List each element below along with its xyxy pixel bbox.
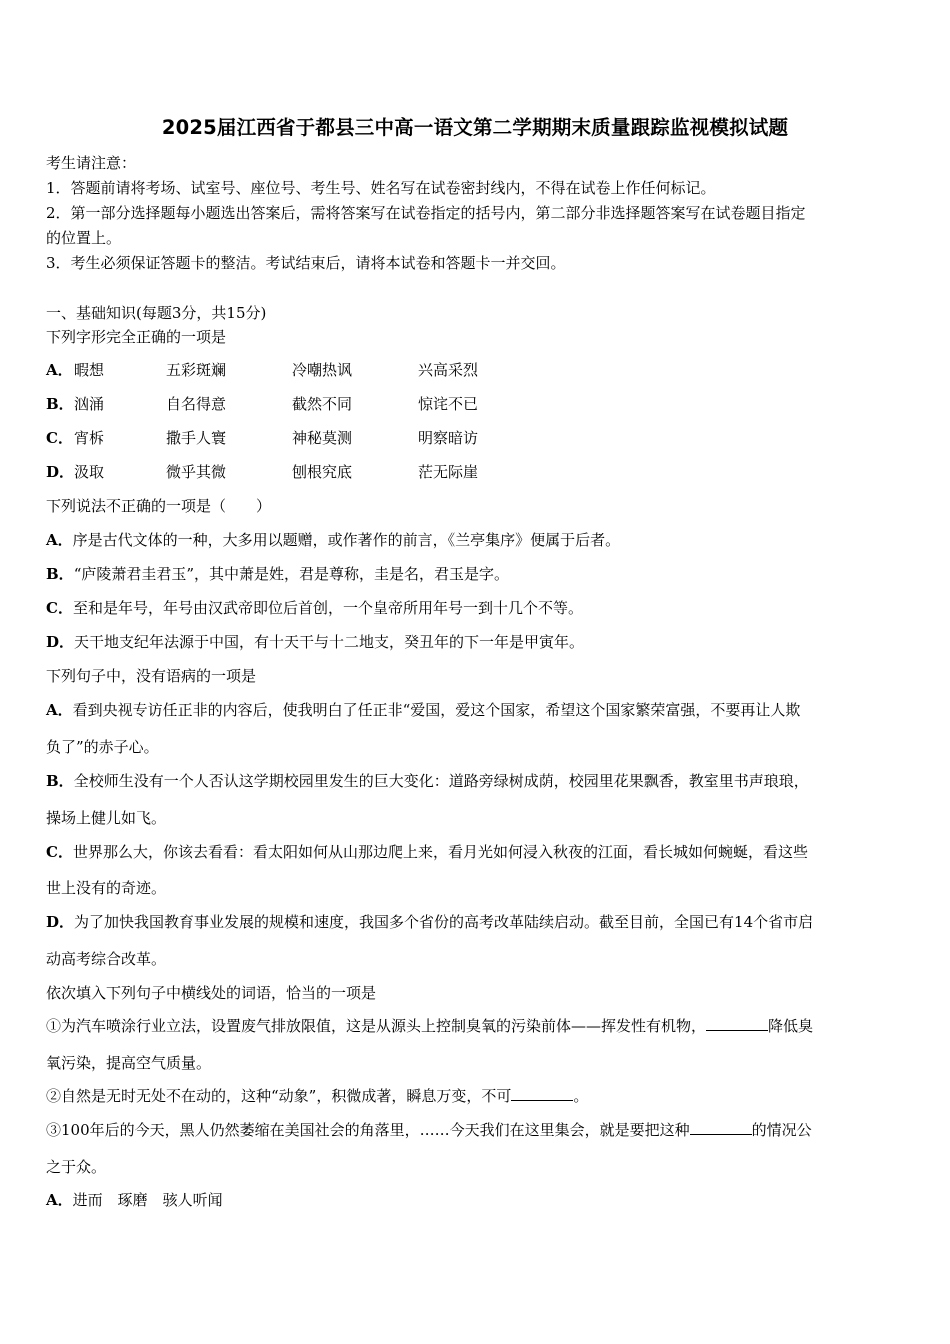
- option-word: 神秘莫测: [292, 429, 353, 447]
- option-word: 暇想: [74, 361, 105, 379]
- question-3-option-a-cont: 负了”的赤子心。: [46, 738, 159, 756]
- option-word: 刨根究底: [292, 463, 353, 481]
- notice-item-1: 1．答题前请将考场、试室号、座位号、考生号、姓名写在试卷密封线内，不得在试卷上作任何标记。: [46, 179, 716, 197]
- option-word: 截然不同: [292, 395, 353, 413]
- option-letter: A．: [46, 531, 73, 549]
- question-2-stem: 下列说法不正确的一项是（ ）: [46, 497, 272, 515]
- option-word: 微乎其微: [166, 463, 227, 481]
- option-word: 汹涌: [74, 395, 105, 413]
- question-4-sentence-3: [46, 1120, 906, 1140]
- option-letter: C．: [46, 599, 73, 617]
- option-word: 惊诧不已: [418, 395, 479, 413]
- notice-item-2-cont: 的位置上。: [46, 229, 122, 247]
- fill-blank: [706, 1016, 768, 1031]
- option-letter: D．: [46, 463, 75, 481]
- question-2-option-a: [46, 530, 906, 550]
- fill-blank: [511, 1086, 573, 1101]
- option-text: 为了加快我国教育事业发展的规模和速度，我国多个省份的高考改革陆续启动。截至目前，全国已有14个省市启: [74, 913, 814, 931]
- option-letter: B．: [46, 772, 74, 790]
- question-3-option-a: [46, 700, 906, 720]
- option-word: 撒手人寰: [166, 429, 227, 447]
- option-text: 天干地支纪年法源于中国，有十天干与十二地支，癸丑年的下一年是甲寅年。: [74, 633, 585, 651]
- option-letter: A．: [46, 1191, 73, 1209]
- question-4-sentence-2: [46, 1086, 906, 1106]
- option-text: 序是古代文体的一种，大多用以题赠，或作著作的前言，《兰亭集序》便属于后者。: [72, 531, 621, 549]
- question-2-option-d: [46, 632, 906, 652]
- question-3-option-b-cont: 操场上健儿如飞。: [46, 809, 167, 827]
- option-text: 至和是年号，年号由汉武帝即位后首创，一个皇帝所用年号一到十几个不等。: [72, 599, 583, 617]
- question-3-option-d-cont: 动高考综合改革。: [46, 950, 167, 968]
- sentence-text: 。: [573, 1087, 589, 1105]
- question-2-option-c: [46, 598, 906, 618]
- question-3-option-c-cont: 世上没有的奇迹。: [46, 879, 167, 897]
- question-3-option-c: [46, 842, 906, 862]
- option-word: 宵柝: [74, 429, 105, 447]
- question-1-stem: 下列字形完全正确的一项是: [46, 328, 227, 346]
- option-word: 明察暗访: [418, 429, 479, 447]
- sentence-text: ③100年后的今天，黑人仍然萎缩在美国社会的角落里，……今天我们在这里集会，就是要把这种: [46, 1121, 690, 1139]
- sentence-text: ②自然是无时无处不在动的，这种“动象”，积微成著，瞬息万变，不可: [46, 1087, 512, 1105]
- sentence-text: 的情况公: [751, 1121, 812, 1139]
- option-word: 兴高采烈: [418, 361, 479, 379]
- option-letter: D．: [46, 633, 75, 651]
- sentence-text: ①为汽车喷涂行业立法，设置废气排放限值，这是从源头上控制臭氧的污染前体——挥发性有机物，: [46, 1017, 707, 1035]
- fill-blank: [690, 1120, 752, 1135]
- page-title: 2025届江西省于都县三中高一语文第二学期期末质量跟踪监视模拟试题: [161, 116, 789, 139]
- question-2-option-b: [46, 564, 906, 584]
- option-letter: B．: [46, 395, 74, 413]
- option-letter: D．: [46, 913, 75, 931]
- notice-heading: 考生请注意：: [46, 154, 137, 172]
- sentence-text: 降低臭: [768, 1017, 814, 1035]
- option-letter: A．: [46, 701, 73, 719]
- option-word: 茫无际崖: [418, 463, 479, 481]
- question-4-stem: 依次填入下列句子中横线处的词语，恰当的一项是: [46, 984, 377, 1002]
- option-letter: B．: [46, 565, 74, 583]
- option-word: 自名得意: [166, 395, 227, 413]
- option-letter: C．: [46, 843, 73, 861]
- question-4-sentence-3-cont: 之于众。: [46, 1158, 107, 1176]
- section-heading: 一、基础知识(每题3分，共15分): [46, 304, 267, 322]
- option-text: 世界那么大，你该去看看：看太阳如何从山那边爬上来，看月光如何浸入秋夜的江面，看长城如何蜿蜒，看这些: [72, 843, 808, 861]
- question-3-option-b: [46, 771, 906, 791]
- option-word: 冷嘲热讽: [292, 361, 353, 379]
- question-3-stem: 下列句子中，没有语病的一项是: [46, 667, 257, 685]
- option-text: 看到央视专访任正非的内容后，使我明白了任正非“爱国，爱这个国家，希望这个国家繁荣富强，不要再让人欺: [72, 701, 801, 719]
- question-3-option-d: [46, 912, 906, 932]
- option-text: 全校师生没有一个人否认这学期校园里发生的巨大变化：道路旁绿树成荫，校园里花果飘香，教室里书声琅琅，: [73, 772, 809, 790]
- question-4-sentence-1: [46, 1016, 906, 1036]
- option-text: “庐陵萧君圭君玉”，其中萧是姓，君是尊称，圭是名，君玉是字。: [73, 565, 510, 583]
- option-word: 五彩斑斓: [166, 361, 227, 379]
- option-text: 进而 琢磨 骇人听闻: [72, 1191, 223, 1209]
- notice-item-3: 3．考生必须保证答题卡的整洁。考试结束后，请将本试卷和答题卡一并交回。: [46, 254, 566, 272]
- question-4-option-a: [46, 1190, 906, 1210]
- option-letter: A．: [46, 361, 73, 379]
- option-letter: C．: [46, 429, 73, 447]
- notice-item-2: 2．第一部分选择题每小题选出答案后，需将答案写在试卷指定的括号内，第二部分非选择题答案写在试卷题目指定: [46, 204, 806, 222]
- option-word: 汲取: [74, 463, 105, 481]
- question-4-sentence-1-cont: 氧污染，提高空气质量。: [46, 1054, 212, 1072]
